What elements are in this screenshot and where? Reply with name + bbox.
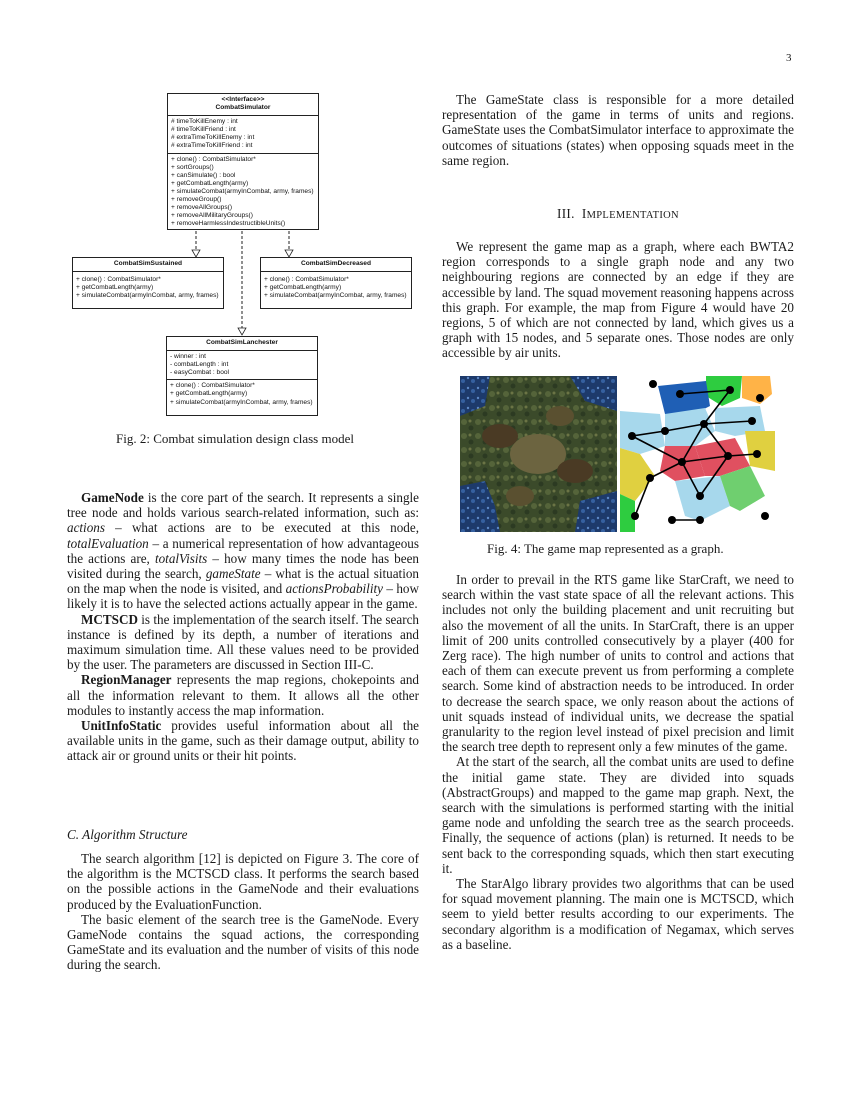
paragraph-regionmanager: RegionManager represents the map regions, chokepoints and all the information relevant to them. It allows all the other modules to instantly access the map information. (67, 672, 419, 718)
uml-method: + clone() : CombatSimulator* (171, 155, 256, 163)
map-graph-image (460, 376, 775, 532)
uml-attributes (167, 351, 317, 379)
uml-method: + getCombatLength(army) (264, 284, 342, 292)
uml-methods (168, 153, 318, 231)
uml-method: + getCombatLength(army) (76, 284, 154, 292)
uml-method: + simulateCombat(armyInCombat, army, frames) (264, 292, 407, 300)
right-column-section (442, 239, 794, 361)
term-regionmanager: RegionManager (81, 672, 172, 688)
uml-attribute: - winner : int (170, 353, 206, 361)
paragraph-gamenode: GameNode is the core part of the search. It represents a single tree node and holds various search-related information, such as: actions – what actions are to be executed at this node, totalEvaluation – a numerical representation of how advantageous the actions are, totalVisits – how many times the node has been visited during the search, gameState – what is the actual situation on the map when the node is visited, and actionsProbability – how likely it is to have the selected actions actually appear in the game. (67, 490, 419, 612)
term-mctscd: MCTSCD (81, 611, 138, 627)
uml-method: + clone() : CombatSimulator* (76, 276, 161, 284)
uml-class-name: CombatSimSustained (73, 258, 223, 272)
left-column-body (67, 490, 419, 764)
uml-class-name: CombatSimDecreased (261, 258, 411, 272)
uml-class-name: CombatSimulator (215, 104, 271, 112)
uml-class-combatsimlanchester (166, 336, 318, 416)
figure-4-map-graph (460, 376, 775, 532)
uml-attribute: - easyCombat : bool (170, 369, 230, 377)
uml-class-name: CombatSimLanchester (167, 337, 317, 351)
uml-method: + removeHarmlessIndestructibleUnits() (171, 220, 286, 228)
uml-method: + clone() : CombatSimulator* (264, 276, 349, 284)
paragraph: At the start of the search, all the combat units are used to define the initial game state. They are divided into squads (AbstractGroups) and mapped to the game map graph. Next, the search with the simulations is performed starting with the initial game node and unfolding the search tree as the search proceeds. Finally, the sequence of actions (plan) is returned. It needs to be sent back to the corresponding squads, which then start executing it. (442, 754, 794, 876)
uml-method: + simulateCombat(armyInCombat, army, frames) (171, 187, 314, 195)
uml-method: + clone() : CombatSimulator* (170, 382, 255, 390)
subsection-heading: C. Algorithm Structure (67, 827, 188, 842)
uml-stereotype: <<Interface>> (221, 96, 265, 103)
uml-method: + removeAllGroups() (171, 204, 233, 212)
uml-method: + sortGroups() (171, 163, 214, 171)
paragraph: The basic element of the search tree is the GameNode. Every GameNode contains the squad actions, the corresponding GameState and its evaluation and the number of visits of this node during the search. (67, 911, 419, 973)
uml-attribute: - combatLength : int (170, 361, 229, 369)
page-number: 3 (786, 52, 792, 64)
section-heading: III. IMPLEMENTATION (557, 206, 679, 221)
right-column-intro (442, 92, 794, 168)
paragraph: The search algorithm [12] is depicted on Figure 3. The core of the algorithm is the MCTSCD class. It performs the search based on the possible actions in the GameNode and their evaluations produced by the EvaluationFunction. (67, 851, 419, 912)
paragraph: The StarAlgo library provides two algorithms that can be used for squad movement planning. The main one is MCTSCD, which seem to yield better results according to our experiments. The secondary algorithm is a modification of Negamax, which serves as a baseline. (442, 876, 794, 952)
uml-attribute: # extraTimeToKillEnemy : int (171, 134, 255, 142)
uml-method: + canSimulate() : bool (171, 171, 236, 179)
figure-4-caption: Fig. 4: The game map represented as a graph. (487, 541, 724, 556)
uml-class-combatsimdecreased (260, 257, 412, 309)
uml-method: + removeGroup() (171, 196, 222, 204)
uml-method: + getCombatLength(army) (171, 179, 249, 187)
uml-class-combatsimsustained (72, 257, 224, 309)
uml-class-combatsimulator (167, 93, 319, 230)
uml-methods (167, 379, 317, 408)
paragraph-unitinfostatic: UnitInfoStatic provides useful information about all the available units in the game, such as their damage output, ability to attack air or ground units or their hit points. (67, 718, 419, 764)
uml-methods (73, 272, 223, 302)
term-unitinfostatic: UnitInfoStatic (81, 718, 162, 734)
term-gamenode: GameNode (81, 490, 144, 505)
left-column-body-2 (67, 851, 419, 973)
paragraph: The GameState class is responsible for a more detailed representation of the game in terms of units and regions. GameState uses the CombatSimulator interface to approximate the outcomes of situations (states) when opposing squads meet in the same region. (442, 92, 794, 168)
paragraph-mctscd: MCTSCD is the implementation of the search itself. The search instance is defined by its depth, a number of iterations and maximum simulation time. All these values need to be provided by the user. The parameters are discussed in Section III-C. (67, 611, 419, 673)
uml-attribute: # timeToKillEnemy : int (171, 118, 238, 126)
uml-method: + removeAllMilitaryGroups() (171, 212, 253, 220)
uml-attribute: # timeToKillFriend : int (171, 126, 236, 134)
uml-methods (261, 272, 411, 302)
paragraph: We represent the game map as a graph, where each BWTA2 region corresponds to a single graph node and any two neighbouring regions are connected by an edge if they are accessible by land. The squad movement reasoning happens across this graph. For example, the map from Figure 4 would have 20 regions, 5 of which are not connected by land, which gives us a graph with 15 nodes, and 5 separate ones. Those nodes are only accessible by air units. (442, 239, 794, 361)
uml-method: + simulateCombat(armyInCombat, army, frames) (76, 292, 219, 300)
paragraph: In order to prevail in the RTS game like StarCraft, we need to search within the vast state space of all the relevant actions. This includes not only the building placement and unit recruiting but also the movement of all the units. In StarCraft, there is an upper limit of 200 units controlled consecutively by a player (400 for Zerg race). The high number of units to control and actions that each of them can execute prevent us from performing a complete search. Some kind of abstraction needs to be introduced. In order to decrease the search space, we only reason about the actions of unit squads instead of individual units, we decrease the spatial granularity to the region level instead of pixel precision and limit the search tree depth to represent only a few minutes of the game. (442, 572, 794, 755)
figure-2-caption: Fig. 2: Combat simulation design class model (116, 431, 354, 446)
right-column-body (442, 572, 794, 952)
uml-attribute: # extraTimeToKillFriend : int (171, 142, 253, 150)
uml-method: + simulateCombat(armyInCombat, army, frames) (170, 398, 313, 406)
uml-attributes (168, 116, 318, 152)
uml-method: + getCombatLength(army) (170, 390, 248, 398)
